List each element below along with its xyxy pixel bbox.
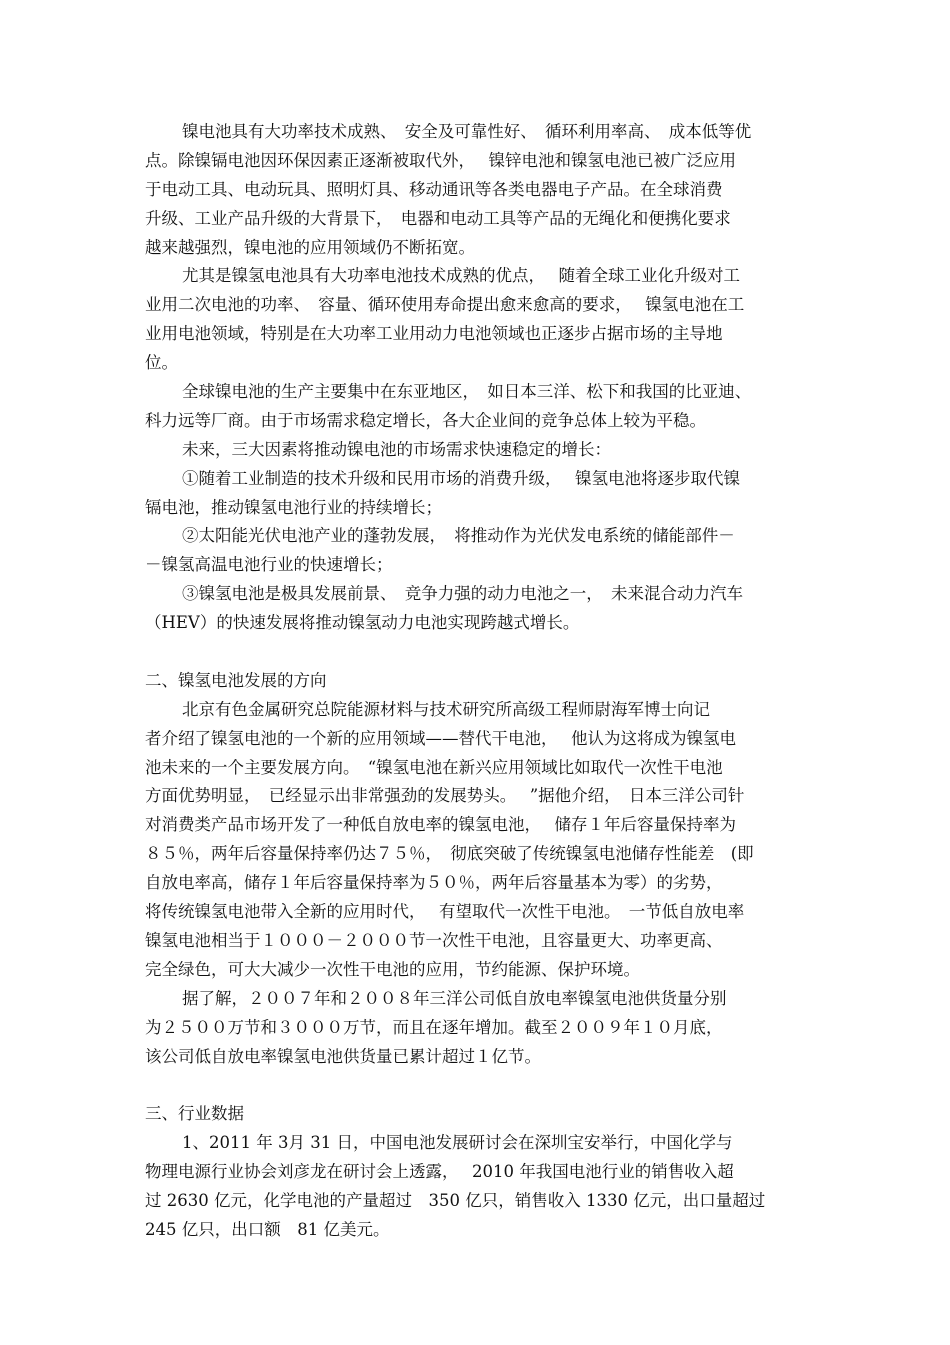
blank-line (145, 1071, 805, 1100)
paragraph-line: －镍氢高温电池行业的快速增长； (145, 555, 393, 575)
paragraph-line: 北京有色金属研究总院能源材料与技术研究所高级工程师尉海军博士向记 (182, 699, 710, 719)
paragraph (145, 465, 805, 523)
paragraph-line: 过 2630 亿元，化学电池的产量超过 350 亿只，销售收入 1330 亿元，出口量超过 (145, 1190, 766, 1210)
heading-text: 三、行业数据 (145, 1104, 244, 1124)
paragraph (145, 1129, 805, 1245)
paragraph-line: ②太阳能光伏电池产业的蓬勃发展， 将推动作为光伏发电系统的储能部件－ (182, 526, 735, 546)
paragraph (145, 522, 805, 580)
paragraph (145, 436, 805, 465)
paragraph-line: 业用电池领域，特别是在大功率工业用动力电池领域也正逐步占据市场的主导地 (145, 324, 723, 344)
paragraph (145, 985, 805, 1072)
paragraph (145, 696, 805, 985)
paragraph-line: 尤其是镍氢电池具有大功率电池技术成熟的优点， 随着全球工业化升级对工 (182, 266, 740, 286)
paragraph-line: 完全绿色，可大大减少一次性干电池的应用，节约能源、保护环境。 (145, 959, 640, 979)
paragraph (145, 580, 805, 638)
paragraph (145, 378, 805, 436)
section-heading (145, 667, 805, 696)
paragraph-line: 方面优势明显， 已经显示出非常强劲的发展势头。 ”据他介绍， 日本三洋公司针 (145, 786, 745, 806)
paragraph-line: 越来越强烈，镍电池的应用领域仍不断拓宽。 (145, 237, 475, 257)
document-body (145, 118, 805, 1245)
paragraph-line: 245 亿只，出口额 81 亿美元。 (145, 1219, 390, 1239)
paragraph-line: 于电动工具、电动玩具、照明灯具、移动通讯等各类电器电子产品。在全球消费 (145, 179, 723, 199)
paragraph-line: 升级、工业产品升级的大背景下， 电器和电动工具等产品的无绳化和便携化要求 (145, 208, 731, 228)
paragraph-line: 全球镍电池的生产主要集中在东亚地区， 如日本三洋、松下和我国的比亚迪、 (182, 382, 752, 402)
paragraph-line: 将传统镍氢电池带入全新的应用时代， 有望取代一次性干电池。 一节低自放电率 (145, 902, 745, 922)
paragraph-line: 1、2011 年 3月 31 日，中国电池发展研讨会在深圳宝安举行，中国化学与 (182, 1133, 733, 1153)
paragraph-line: ③镍氢电池是极具发展前景、 竞争力强的动力电池之一， 未来混合动力汽车 (182, 584, 743, 604)
paragraph-line: 点。除镍镉电池因环保因素正逐渐被取代外， 镍锌电池和镍氢电池已被广泛应用 (145, 150, 736, 170)
paragraph-line: 该公司低自放电率镍氢电池供货量已累计超过１亿节。 (145, 1046, 541, 1066)
paragraph-line: 者介绍了镍氢电池的一个新的应用领域——替代干电池， 他认为这将成为镍氢电 (145, 728, 736, 748)
section-heading (145, 1100, 805, 1129)
paragraph-line: 据了解，２００７年和２００８年三洋公司低自放电率镍氢电池供货量分别 (182, 988, 727, 1008)
paragraph-line: 为２５００万节和３０００万节，而且在逐年增加。截至２００９年１０月底， (145, 1017, 723, 1037)
paragraph (145, 262, 805, 378)
paragraph-line: 镉电池，推动镍氢电池行业的持续增长； (145, 497, 442, 517)
paragraph-line: 物理电源行业协会刘彦龙在研讨会上透露， 2010 年我国电池行业的销售收入超 (145, 1162, 734, 1182)
paragraph-line: 位。 (145, 353, 178, 373)
paragraph-line: 未来，三大因素将推动镍电池的市场需求快速稳定的增长： (182, 439, 611, 459)
paragraph-line: 镍电池具有大功率技术成熟、 安全及可靠性好、 循环利用率高、 成本低等优 (182, 122, 752, 141)
paragraph-line: ①随着工业制造的技术升级和民用市场的消费升级， 镍氢电池将逐步取代镍 (182, 468, 740, 488)
paragraph-line: 池未来的一个主要发展方向。 “镍氢电池在新兴应用领域比如取代一次性干电池 (145, 757, 723, 777)
paragraph-line: 对消费类产品市场开发了一种低自放电率的镍氢电池， 储存１年后容量保持率为 (145, 815, 736, 835)
paragraph-line: 科力远等厂商。由于市场需求稳定增长，各大企业间的竞争总体上较为平稳。 (145, 410, 706, 430)
paragraph-line: 业用二次电池的功率、 容量、循环使用寿命提出愈来愈高的要求， 镍氢电池在工 (145, 295, 745, 315)
paragraph-line: 自放电率高，储存１年后容量保持率为５０％，两年后容量基本为零）的劣势， (145, 873, 723, 893)
blank-line (145, 638, 805, 667)
paragraph-line: 镍氢电池相当于１０００－２０００节一次性干电池，且容量更大、功率更高、 (145, 930, 723, 950)
paragraph-line: （HEV）的快速发展将推动镍氢动力电池实现跨越式增长。 (145, 613, 580, 633)
paragraph-line: ８５％，两年后容量保持率仍达７５％， 彻底突破了传统镍氢电池储存性能差 (即 (145, 844, 754, 864)
paragraph (145, 118, 805, 262)
heading-text: 二、镍氢电池发展的方向 (145, 670, 327, 690)
